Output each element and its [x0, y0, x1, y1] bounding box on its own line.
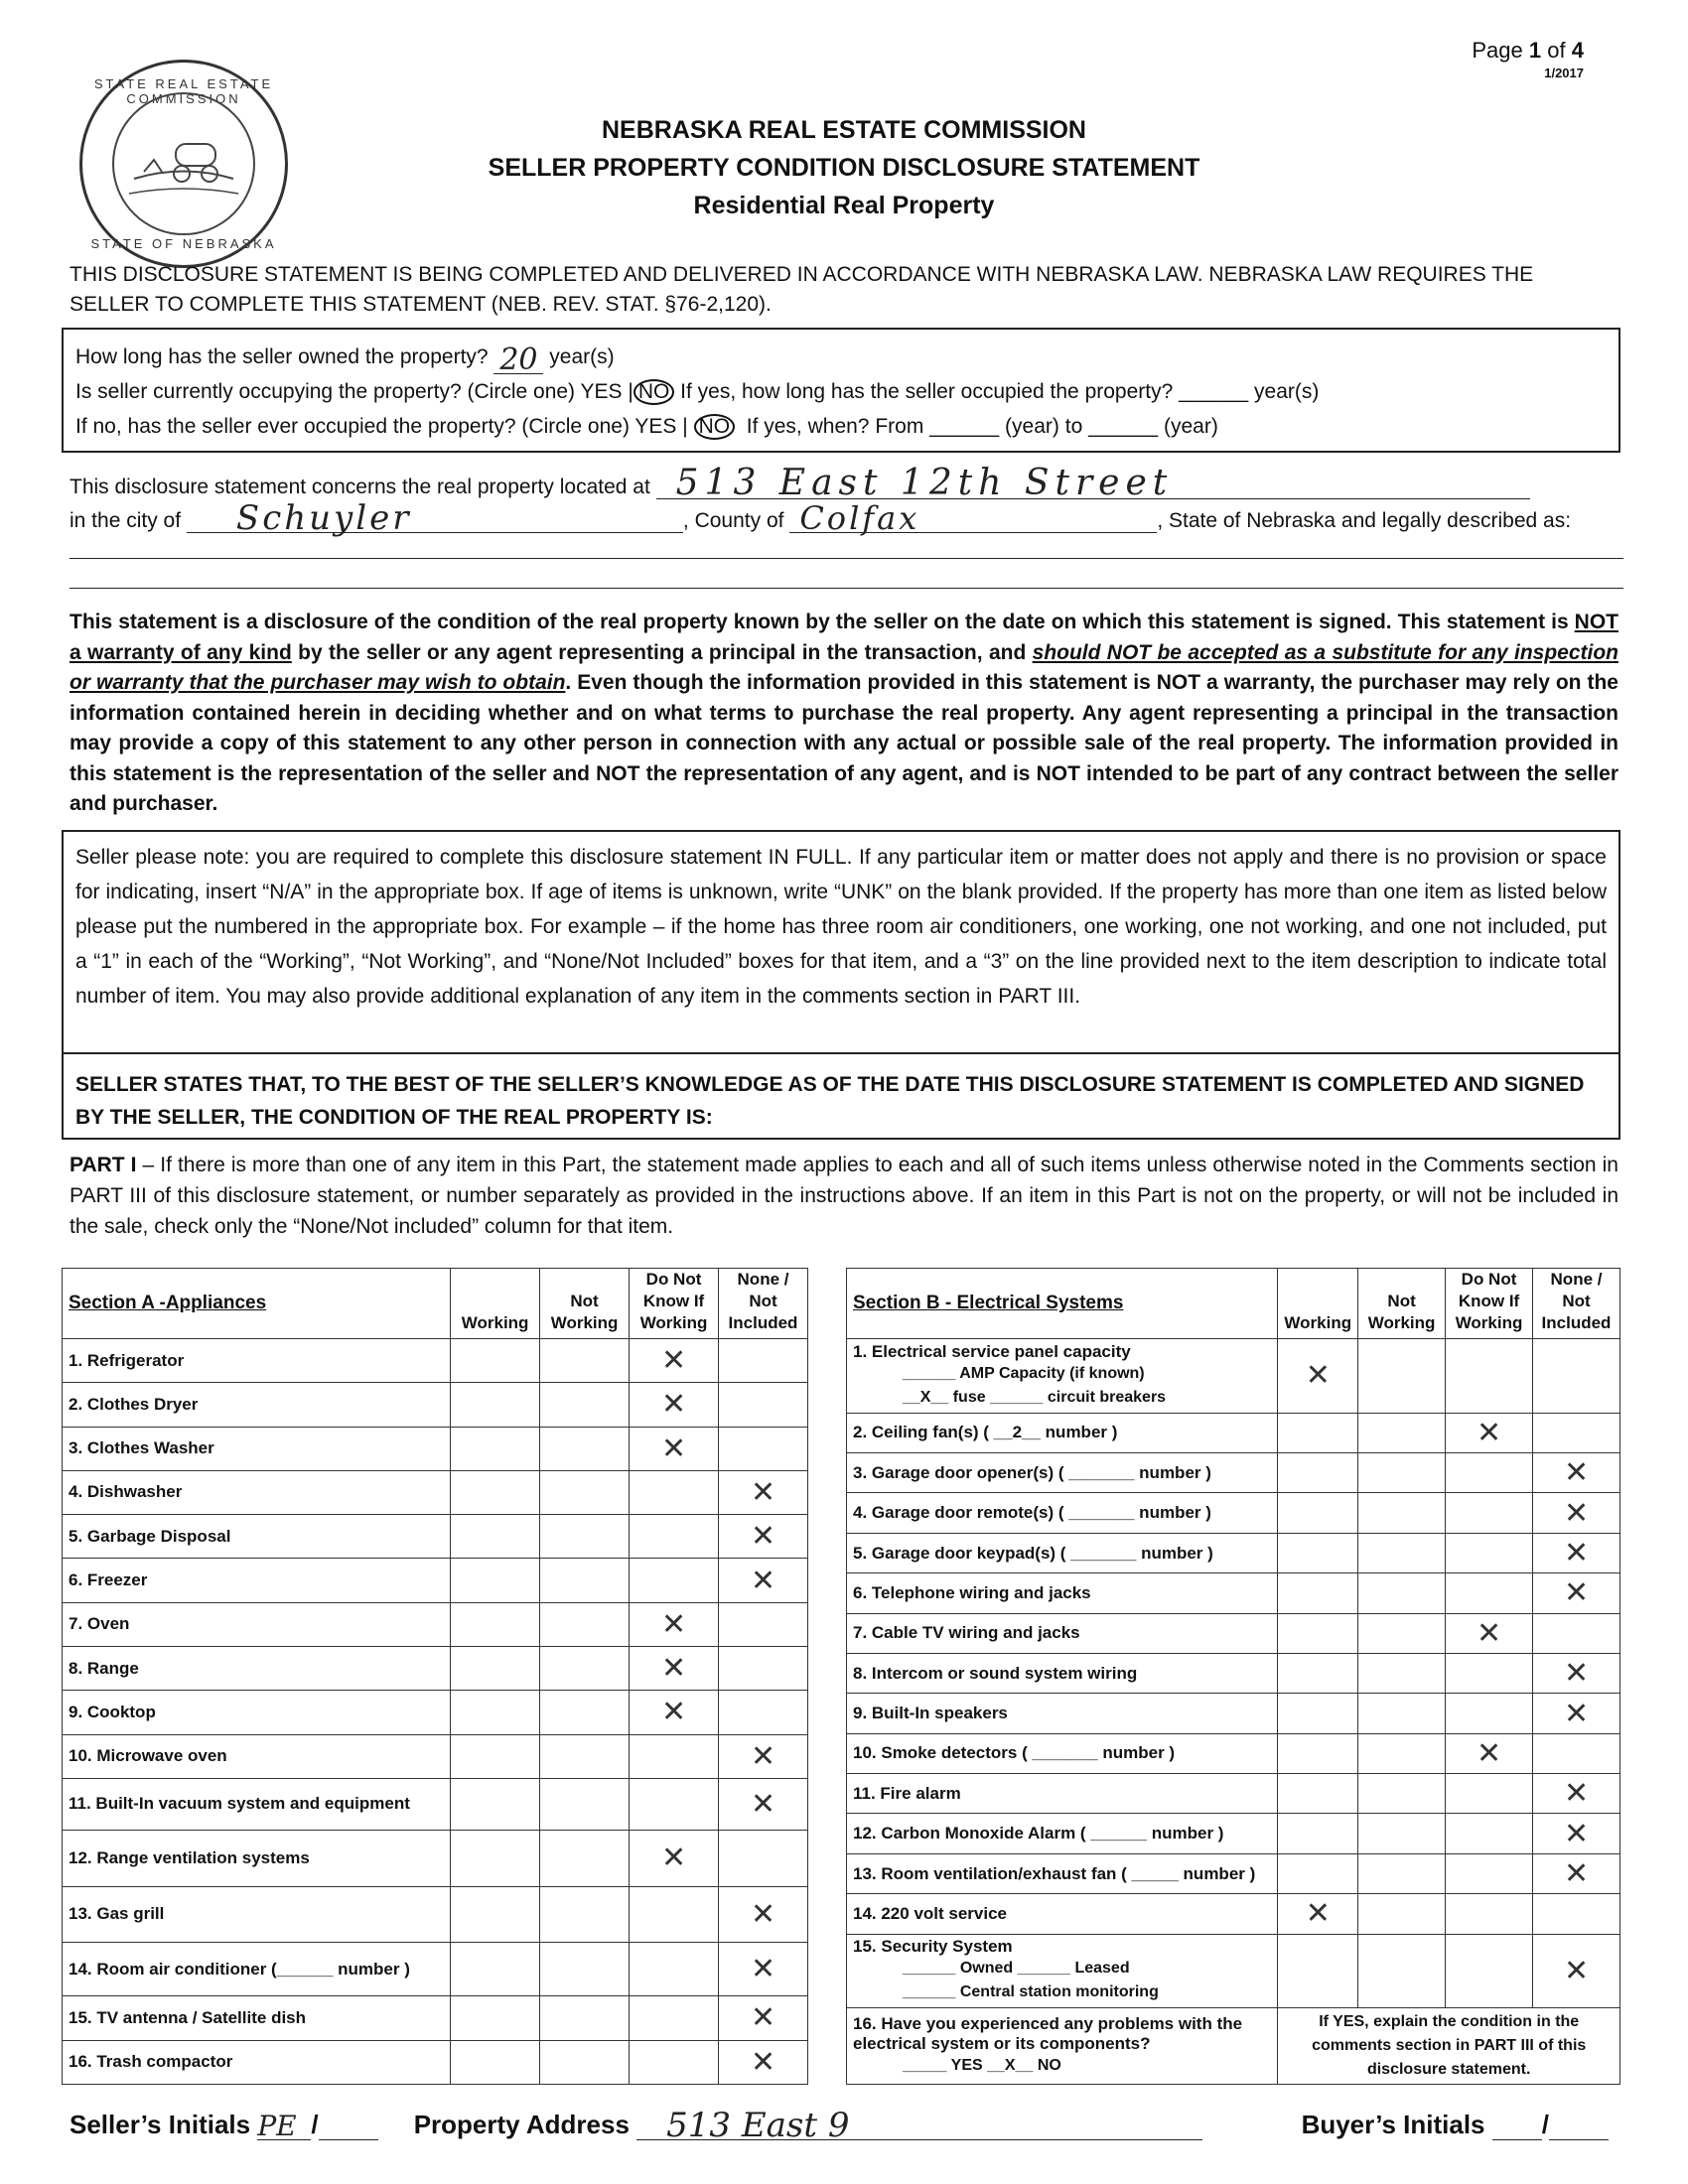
item-label-text: 14. Room air conditioner (______ number )	[69, 1959, 410, 1979]
working-checkbox[interactable]	[1278, 1733, 1358, 1773]
page-indicator	[1472, 38, 1584, 80]
legal-description-line-2[interactable]	[70, 588, 1623, 589]
item-label-text: 3. Garage door opener(s) ( _______ number )	[853, 1462, 1211, 1482]
none-not-included-checkbox[interactable]: ✕	[1533, 1814, 1620, 1853]
item-label	[847, 1853, 1278, 1893]
working-checkbox[interactable]	[1278, 1453, 1358, 1493]
item-label-text: 4. Garage door remote(s) ( _______ number )	[853, 1503, 1211, 1523]
not-working-checkbox[interactable]	[1358, 1733, 1446, 1773]
item-label	[63, 1427, 451, 1470]
warning-not-substitute: should NOT be accepted as a substitute for any inspection or warranty that the purchaser may wish to obtain	[70, 640, 1619, 694]
do-not-know-checkbox[interactable]	[1446, 1493, 1533, 1533]
table-row	[847, 1613, 1620, 1653]
ownership-box	[62, 328, 1620, 453]
table-row	[63, 1383, 808, 1427]
table-row	[847, 1493, 1620, 1533]
table-row	[847, 1573, 1620, 1613]
table-row	[847, 1733, 1620, 1773]
working-checkbox[interactable]	[451, 2040, 540, 2084]
working-checkbox[interactable]	[451, 1602, 540, 1646]
table-row	[63, 1602, 808, 1646]
item-label	[847, 1894, 1278, 1934]
table-row	[847, 2008, 1620, 2085]
item-label	[847, 1413, 1278, 1452]
page-current: 1	[1528, 38, 1542, 63]
table-row	[63, 1646, 808, 1690]
do-not-know-checkbox[interactable]	[1446, 1339, 1533, 1414]
working-checkbox[interactable]	[451, 1646, 540, 1690]
working-checkbox[interactable]	[451, 1427, 540, 1470]
none-not-included-checkbox[interactable]	[719, 1646, 808, 1690]
none-not-included-checkbox[interactable]	[719, 1831, 808, 1886]
ever-occupied-no-circled[interactable]: NO	[694, 414, 736, 440]
table-row	[847, 1453, 1620, 1493]
table-row	[63, 2040, 808, 2084]
none-not-included-checkbox[interactable]: ✕	[719, 1778, 808, 1830]
do-not-know-checkbox[interactable]	[1446, 1453, 1533, 1493]
item-label-text: 13. Gas grill	[69, 1904, 165, 1924]
item-label	[63, 1831, 451, 1886]
section-b-title: Section B - Electrical Systems	[847, 1269, 1278, 1339]
none-not-included-checkbox[interactable]: ✕	[719, 1942, 808, 1995]
ever-occupied-when: If yes, when? From ______ (year) to ______ (year)	[746, 415, 1218, 438]
working-checkbox[interactable]	[451, 1470, 540, 1514]
table-row	[63, 1515, 808, 1559]
working-checkbox[interactable]	[1278, 1613, 1358, 1653]
do-not-know-checkbox[interactable]	[1446, 1653, 1533, 1693]
table-row	[63, 1778, 808, 1830]
none-not-included-checkbox[interactable]: ✕	[719, 1996, 808, 2040]
item-label-text: 16. Trash compactor	[69, 2052, 233, 2072]
not-working-checkbox[interactable]	[1358, 1814, 1446, 1853]
item-label-text: 11. Fire alarm	[853, 1783, 961, 1803]
seller-states-box: SELLER STATES THAT, TO THE BEST OF THE SELLER’S KNOWLEDGE AS OF THE DATE THIS DISCLOSURE STATEMENT IS COMPLETED AND SIGNED BY THE SELLER, THE CONDITION OF THE REAL PROPERTY IS:	[62, 1054, 1620, 1140]
not-working-checkbox[interactable]	[1358, 1493, 1446, 1533]
title-commission: NEBRASKA REAL ESTATE COMMISSION	[602, 116, 1086, 144]
item-label	[847, 1694, 1278, 1733]
none-not-included-checkbox[interactable]: ✕	[1533, 1453, 1620, 1493]
item-label	[63, 1691, 451, 1734]
state-label: , State of Nebraska and legally described as:	[1157, 509, 1572, 532]
not-working-checkbox[interactable]	[540, 1427, 630, 1470]
table-row	[847, 1413, 1620, 1452]
item-label	[847, 1613, 1278, 1653]
do-not-know-checkbox[interactable]: ✕	[1446, 1413, 1533, 1452]
section-b-electrical-table	[846, 1268, 1620, 2085]
working-checkbox[interactable]	[451, 1996, 540, 2040]
none-not-included-checkbox[interactable]	[1533, 1733, 1620, 1773]
part1-instructions	[70, 1150, 1618, 1242]
working-checkbox[interactable]: ✕	[1278, 1339, 1358, 1414]
table-row	[63, 1559, 808, 1602]
not-working-checkbox[interactable]	[1358, 1694, 1446, 1733]
item-label	[847, 1339, 1278, 1414]
item-label-text: 11. Built-In vacuum system and equipment	[69, 1794, 410, 1814]
none-not-included-checkbox[interactable]: ✕	[719, 1886, 808, 1942]
seal-bottom-text: STATE OF NEBRASKA	[90, 236, 277, 251]
table-row	[847, 1853, 1620, 1893]
none-not-included-checkbox[interactable]: ✕	[719, 2040, 808, 2084]
occupying-no-circled[interactable]: NO	[633, 379, 675, 405]
item-label-text: 9. Built-In speakers	[853, 1704, 1008, 1722]
col-not-working: Not Working	[540, 1269, 630, 1339]
do-not-know-checkbox[interactable]: ✕	[630, 1339, 719, 1383]
working-checkbox[interactable]	[451, 1778, 540, 1830]
item-label	[63, 1602, 451, 1646]
working-checkbox[interactable]	[451, 1942, 540, 1995]
item-sub-line[interactable]: ______ Central station monitoring	[903, 1983, 1159, 2001]
working-checkbox[interactable]	[1278, 1814, 1358, 1853]
item-label-text: 1. Refrigerator	[69, 1350, 185, 1370]
not-working-checkbox[interactable]	[1358, 1853, 1446, 1893]
located-label: This disclosure statement concerns the real property located at	[70, 476, 650, 498]
item-label-text: 5. Garbage Disposal	[69, 1526, 231, 1546]
warning-not-warranty: NOT a warranty of any kind	[70, 611, 1618, 664]
none-not-included-checkbox[interactable]: ✕	[719, 1559, 808, 1602]
item-label-text: 1. Electrical service panel capacity	[853, 1341, 1131, 1361]
not-working-checkbox[interactable]	[540, 1602, 630, 1646]
item-label-text: 10. Smoke detectors ( _______ number )	[853, 1743, 1176, 1763]
item-label	[847, 1653, 1278, 1693]
not-working-checkbox[interactable]	[540, 1383, 630, 1427]
warning-part-1: This statement is a disclosure of the condition of the real property known by the seller on the date on which this statement is signed. This statement is	[70, 611, 1569, 633]
item-label-text: 4. Dishwasher	[69, 1482, 183, 1502]
none-not-included-checkbox[interactable]: ✕	[1533, 1533, 1620, 1572]
working-checkbox[interactable]	[1278, 1934, 1358, 2008]
table-row	[63, 1734, 808, 1778]
title-subtitle: Residential Real Property	[693, 192, 995, 219]
none-not-included-checkbox[interactable]: ✕	[1533, 1694, 1620, 1733]
document-title	[0, 111, 1688, 224]
none-not-included-checkbox[interactable]	[1533, 1339, 1620, 1414]
seller-initials-field[interactable]: PE	[257, 2114, 311, 2140]
table-row	[63, 1831, 808, 1886]
item-sub-line[interactable]: _____ YES __X__ NO	[903, 2057, 1061, 2075]
not-working-checkbox[interactable]	[540, 1339, 630, 1383]
not-working-checkbox[interactable]	[1358, 1653, 1446, 1693]
item-label-text: 2. Clothes Dryer	[69, 1394, 199, 1414]
working-checkbox[interactable]	[451, 1383, 540, 1427]
page-footer: Seller’s Initials PE / Property Address 513 East 9 Buyer’s Initials /	[70, 2109, 1618, 2140]
working-checkbox[interactable]	[1278, 1413, 1358, 1452]
none-not-included-checkbox[interactable]: ✕	[1533, 1853, 1620, 1893]
not-working-checkbox[interactable]	[1358, 1453, 1446, 1493]
table-row	[847, 1814, 1620, 1853]
city-county-line	[70, 498, 1623, 538]
seller-initials-label: Seller’s Initials	[70, 2110, 251, 2139]
working-checkbox[interactable]	[1278, 1493, 1358, 1533]
owned-years-field[interactable]: 20	[493, 347, 543, 374]
do-not-know-checkbox[interactable]	[1446, 1774, 1533, 1814]
none-not-included-checkbox[interactable]	[719, 1602, 808, 1646]
working-checkbox[interactable]	[1278, 1694, 1358, 1733]
none-not-included-checkbox[interactable]	[1533, 1413, 1620, 1452]
item-label-text: 8. Intercom or sound system wiring	[853, 1663, 1138, 1683]
col-not-working: Not Working	[1358, 1269, 1446, 1339]
item-label-text: 13. Room ventilation/exhaust fan ( _____ number )	[853, 1863, 1256, 1883]
not-working-checkbox[interactable]	[1358, 1573, 1446, 1613]
working-checkbox[interactable]	[451, 1515, 540, 1559]
not-working-checkbox[interactable]	[1358, 1613, 1446, 1653]
owned-question: How long has the seller owned the property?	[75, 345, 489, 368]
none-not-included-checkbox[interactable]: ✕	[719, 1734, 808, 1778]
item-label	[63, 1942, 451, 1995]
item-label-text: 10. Microwave oven	[69, 1746, 227, 1766]
do-not-know-checkbox[interactable]	[1446, 1894, 1533, 1934]
item-label	[847, 1493, 1278, 1533]
table-row	[63, 1427, 808, 1470]
part1-text: – If there is more than one of any item in this Part, the statement made applies to each and all of such items unless otherwise noted in the Comments section in PART III of this disclosure statement, or number separately as provided in the instructions above. If an item in this Part is not on the property, or will not be included in the sale, check only the “None/Not included” column for that item.	[70, 1154, 1618, 1238]
item-label-text: 14. 220 volt service	[853, 1903, 1008, 1923]
table-row	[847, 1774, 1620, 1814]
item-label-text: 12. Range ventilation systems	[69, 1847, 310, 1867]
item-label-text: 2. Ceiling fan(s) ( __2__ number )	[853, 1423, 1118, 1442]
item-label	[63, 1778, 451, 1830]
not-working-checkbox[interactable]	[1358, 1533, 1446, 1572]
owned-unit: year(s)	[549, 345, 615, 368]
item-label	[63, 1470, 451, 1514]
table-row	[63, 1942, 808, 1995]
occupying-duration: If yes, how long has the seller occupied the property? ______ year(s)	[680, 380, 1320, 403]
footer-address-field[interactable]: 513 East 9	[636, 2112, 1202, 2140]
item-label-text: 7. Oven	[69, 1614, 130, 1634]
property-address-label: Property Address	[413, 2110, 630, 2139]
buyer-initials-label: Buyer’s Initials	[1301, 2110, 1485, 2139]
none-not-included-checkbox[interactable]: ✕	[1533, 1493, 1620, 1533]
do-not-know-checkbox[interactable]	[1446, 1853, 1533, 1893]
intro-text: THIS DISCLOSURE STATEMENT IS BEING COMPLETED AND DELIVERED IN ACCORDANCE WITH NEBRASKA LAW. NEBRASKA LAW REQUIRES THE SELLER TO COMPLETE THIS STATEMENT (NEB. REV. STAT. §76-2,120).	[70, 263, 1534, 316]
not-working-checkbox[interactable]	[1358, 1774, 1446, 1814]
do-not-know-checkbox[interactable]	[630, 1470, 719, 1514]
working-checkbox[interactable]	[1278, 1653, 1358, 1693]
do-not-know-checkbox[interactable]	[1446, 1814, 1533, 1853]
working-checkbox[interactable]	[451, 1831, 540, 1886]
item-label	[63, 1559, 451, 1602]
working-checkbox[interactable]: ✕	[1278, 1894, 1358, 1934]
table-row	[63, 1691, 808, 1734]
col-working: Working	[451, 1269, 540, 1339]
not-working-checkbox[interactable]	[540, 1515, 630, 1559]
working-checkbox[interactable]	[1278, 1774, 1358, 1814]
item-sub-line[interactable]: __X__ fuse ______ circuit breakers	[903, 1388, 1167, 1406]
county-field[interactable]: Colfax	[789, 504, 1157, 533]
not-working-checkbox[interactable]	[540, 1778, 630, 1830]
do-not-know-checkbox[interactable]	[630, 1515, 719, 1559]
page-total: 4	[1571, 38, 1584, 63]
table-row	[63, 1339, 808, 1383]
working-checkbox[interactable]	[451, 1339, 540, 1383]
do-not-know-checkbox[interactable]: ✕	[1446, 1613, 1533, 1653]
disclosure-warning	[70, 608, 1618, 820]
item-label	[63, 1646, 451, 1690]
city-field[interactable]: Schuyler	[187, 504, 683, 533]
item-label-text: 3. Clothes Washer	[69, 1438, 214, 1458]
table-row	[63, 1470, 808, 1514]
buyer-initials-field[interactable]	[1492, 2109, 1542, 2140]
working-checkbox[interactable]	[451, 1886, 540, 1942]
item-label	[63, 1383, 451, 1427]
none-not-included-checkbox[interactable]: ✕	[1533, 1653, 1620, 1693]
do-not-know-checkbox[interactable]	[630, 2040, 719, 2084]
page-label: Page	[1472, 38, 1523, 63]
table-row	[847, 1934, 1620, 2008]
item-label-text: 15. TV antenna / Satellite dish	[69, 2007, 307, 2027]
not-working-checkbox[interactable]	[1358, 1934, 1446, 2008]
table-row	[63, 1996, 808, 2040]
part1-label: PART I	[70, 1154, 137, 1176]
item-label-text: 8. Range	[69, 1658, 139, 1678]
item-label-text: 7. Cable TV wiring and jacks	[853, 1623, 1080, 1643]
none-not-included-checkbox[interactable]	[1533, 1613, 1620, 1653]
item-label	[63, 1996, 451, 2040]
item-label	[847, 2008, 1278, 2085]
item-label	[63, 1515, 451, 1559]
not-working-checkbox[interactable]	[540, 1646, 630, 1690]
ever-occupied-question: If no, has the seller ever occupied the property? (Circle one) YES |	[75, 415, 688, 438]
none-not-included-checkbox[interactable]	[719, 1339, 808, 1383]
item-note: If YES, explain the condition in the comments section in PART III of this disclosure statement.	[1278, 2008, 1620, 2085]
not-working-checkbox[interactable]	[540, 1470, 630, 1514]
warning-part-3: . Even though the information provided in this statement is NOT a warranty, the purchaser may rely on the information contained herein in deciding whether and on what terms to purchase the real property. Any agent representing a principal in the transaction may provide a copy of this statement to any other person in connection with any actual or possible sale of the real property. The information provided in this statement is the representation of the seller and NOT the representation of any agent, and is NOT intended to be part of any contract between the seller and purchaser.	[70, 671, 1618, 815]
not-working-checkbox[interactable]	[540, 1691, 630, 1734]
item-sub-line[interactable]: ______ AMP Capacity (if known)	[903, 1364, 1145, 1382]
none-not-included-checkbox[interactable]	[719, 1427, 808, 1470]
do-not-know-checkbox[interactable]: ✕	[630, 1383, 719, 1427]
none-not-included-checkbox[interactable]: ✕	[1533, 1934, 1620, 2008]
do-not-know-checkbox[interactable]: ✕	[630, 1831, 719, 1886]
do-not-know-checkbox[interactable]	[1446, 1934, 1533, 2008]
do-not-know-checkbox[interactable]	[1446, 1694, 1533, 1733]
table-row	[847, 1533, 1620, 1572]
not-working-checkbox[interactable]	[540, 1831, 630, 1886]
item-label-text: 16. Have you experienced any problems with the electrical system or its components?	[853, 2014, 1243, 2054]
none-not-included-checkbox[interactable]: ✕	[719, 1470, 808, 1514]
not-working-checkbox[interactable]	[540, 2040, 630, 2084]
none-not-included-checkbox[interactable]: ✕	[719, 1515, 808, 1559]
not-working-checkbox[interactable]	[540, 1734, 630, 1778]
table-row	[847, 1894, 1620, 1934]
do-not-know-checkbox[interactable]	[630, 1886, 719, 1942]
table-row	[63, 1886, 808, 1942]
col-do-not-know: Do Not Know If Working	[1446, 1269, 1533, 1339]
not-working-checkbox[interactable]	[540, 1559, 630, 1602]
do-not-know-checkbox[interactable]	[630, 1734, 719, 1778]
seller-note-box: Seller please note: you are required to complete this disclosure statement IN FULL. If any particular item or matter does not apply and there is no provision or space for indicating, insert “N/A” in the appropriate box. If age of items is unknown, write “UNK” on the blank provided. If the property has more than one item as listed below please put the numbered in the appropriate box. For example – if the home has three room air conditioners, one working, one not working, and one not included, put a “1” in each of the “Working”, “Not Working”, and “None/Not Included” boxes for that item, and a “3” on the line provided next to the item description to indicate total number of item. You may also provide additional explanation of any item in the comments section in PART III.	[62, 830, 1620, 1054]
item-label-text: 9. Cooktop	[69, 1702, 156, 1721]
working-checkbox[interactable]	[1278, 1533, 1358, 1572]
item-label	[63, 2040, 451, 2084]
working-checkbox[interactable]	[451, 1734, 540, 1778]
item-label	[847, 1814, 1278, 1853]
not-working-checkbox[interactable]	[1358, 1894, 1446, 1934]
do-not-know-checkbox[interactable]: ✕	[630, 1427, 719, 1470]
col-none-not-included: None / Not Included	[1533, 1269, 1620, 1339]
item-label	[63, 1339, 451, 1383]
do-not-know-checkbox[interactable]	[630, 1996, 719, 2040]
working-checkbox[interactable]	[1278, 1853, 1358, 1893]
legal-description-line-1[interactable]	[70, 558, 1623, 559]
not-working-checkbox[interactable]	[540, 1942, 630, 1995]
do-not-know-checkbox[interactable]: ✕	[630, 1691, 719, 1734]
occupying-question: Is seller currently occupying the property? (Circle one) YES |	[75, 380, 633, 403]
page-of: of	[1547, 38, 1566, 63]
working-checkbox[interactable]	[1278, 1573, 1358, 1613]
section-a-title: Section A -Appliances	[63, 1269, 451, 1339]
not-working-checkbox[interactable]	[540, 1886, 630, 1942]
item-label	[847, 1774, 1278, 1814]
working-checkbox[interactable]	[451, 1559, 540, 1602]
none-not-included-checkbox[interactable]: ✕	[1533, 1774, 1620, 1814]
county-label: , County of	[682, 509, 784, 532]
none-not-included-checkbox[interactable]	[719, 1383, 808, 1427]
item-label-text: 5. Garage door keypad(s) ( _______ number )	[853, 1543, 1213, 1563]
not-working-checkbox[interactable]	[1358, 1413, 1446, 1452]
property-location-line	[70, 463, 1623, 503]
section-a-appliances-table	[62, 1268, 808, 2085]
buyer-initials-field-2[interactable]	[1549, 2109, 1609, 2140]
do-not-know-checkbox[interactable]	[630, 1942, 719, 1995]
item-label-text: 12. Carbon Monoxide Alarm ( ______ number )	[853, 1824, 1224, 1843]
item-label-text: 6. Telephone wiring and jacks	[853, 1582, 1091, 1602]
do-not-know-checkbox[interactable]: ✕	[1446, 1733, 1533, 1773]
table-row	[847, 1339, 1620, 1414]
do-not-know-checkbox[interactable]	[630, 1559, 719, 1602]
item-label-text: 15. Security System	[853, 1937, 1013, 1957]
title-statement: SELLER PROPERTY CONDITION DISCLOSURE STATEMENT	[488, 154, 1200, 182]
item-label	[63, 1734, 451, 1778]
col-none-not-included: None / Not Included	[719, 1269, 808, 1339]
do-not-know-checkbox[interactable]	[1446, 1573, 1533, 1613]
item-label	[847, 1934, 1278, 2008]
none-not-included-checkbox[interactable]: ✕	[1533, 1573, 1620, 1613]
seal-top-text: STATE REAL ESTATE COMMISSION	[93, 76, 274, 106]
do-not-know-checkbox[interactable]: ✕	[630, 1646, 719, 1690]
table-row	[847, 1694, 1620, 1733]
item-label	[847, 1453, 1278, 1493]
none-not-included-checkbox[interactable]	[1533, 1894, 1620, 1934]
col-do-not-know: Do Not Know If Working	[630, 1269, 719, 1339]
warning-part-2: by the seller or any agent representing a principal in the transaction, and	[298, 640, 1027, 664]
item-label-text: 6. Freezer	[69, 1570, 148, 1590]
not-working-checkbox[interactable]	[1358, 1339, 1446, 1414]
item-sub-line[interactable]: ______ Owned ______ Leased	[903, 1960, 1130, 1978]
item-label	[63, 1886, 451, 1942]
none-not-included-checkbox[interactable]	[719, 1691, 808, 1734]
col-working: Working	[1278, 1269, 1358, 1339]
item-label	[847, 1533, 1278, 1572]
do-not-know-checkbox[interactable]: ✕	[630, 1602, 719, 1646]
not-working-checkbox[interactable]	[540, 1996, 630, 2040]
item-label	[847, 1733, 1278, 1773]
table-row	[847, 1653, 1620, 1693]
working-checkbox[interactable]	[451, 1691, 540, 1734]
address-field[interactable]: 513 East 12th Street	[656, 469, 1530, 499]
revision-date: 1/2017	[1544, 66, 1584, 80]
do-not-know-checkbox[interactable]	[630, 1778, 719, 1830]
do-not-know-checkbox[interactable]	[1446, 1533, 1533, 1572]
city-label: in the city of	[70, 509, 182, 532]
item-label	[847, 1573, 1278, 1613]
seller-initials-field-2[interactable]	[319, 2109, 378, 2140]
